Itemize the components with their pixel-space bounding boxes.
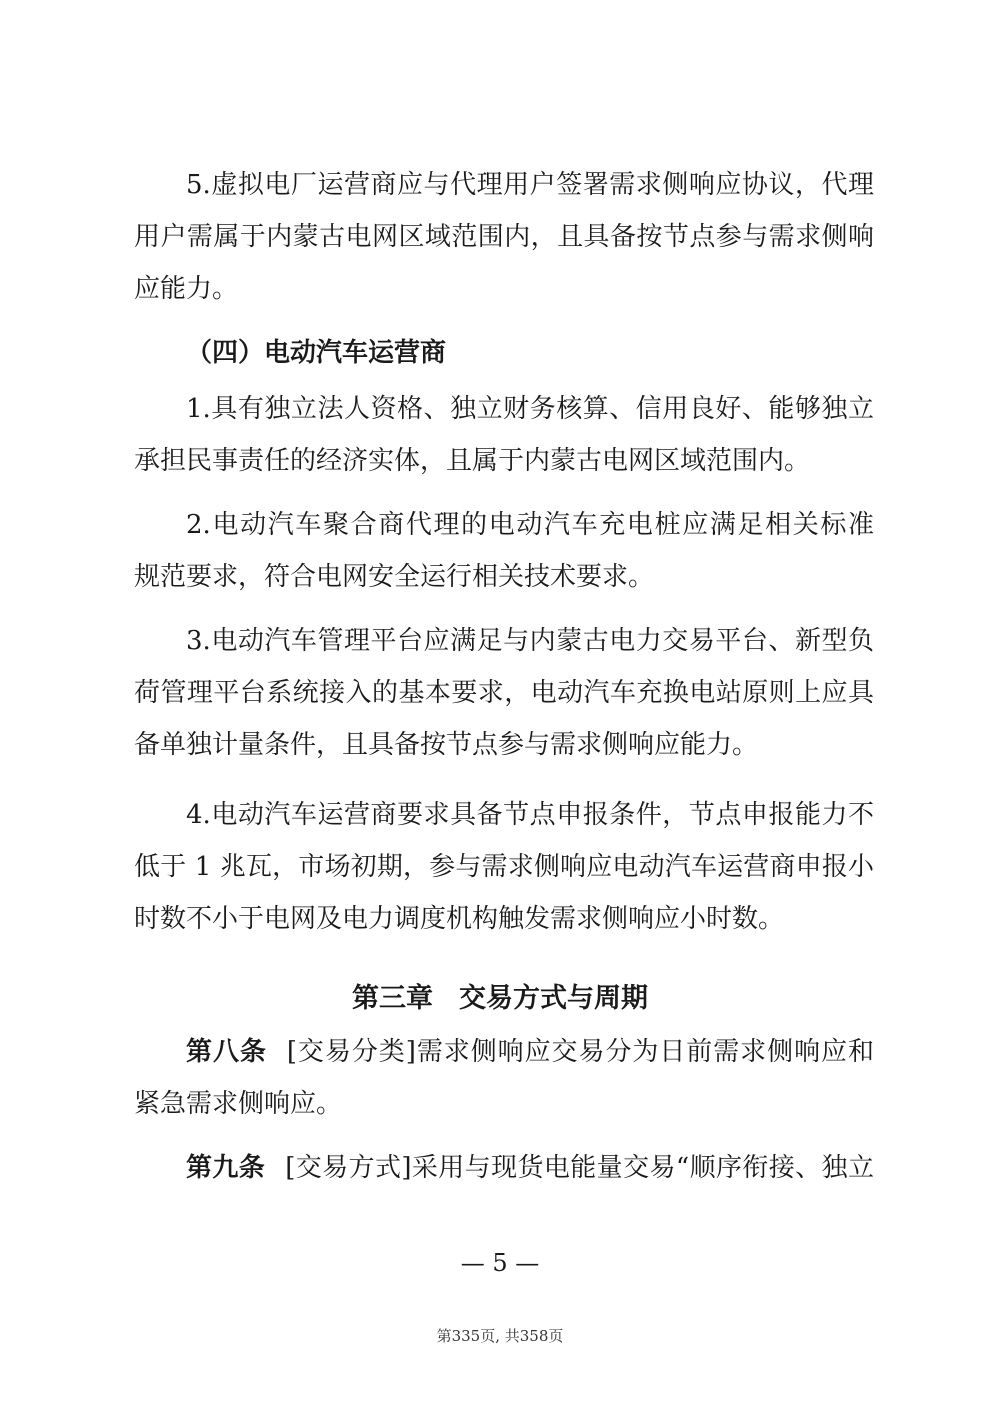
ev-item-4-line-3: 时数不小于电网及电力调度机构触发需求侧响应小时数。 xyxy=(134,904,785,934)
ev-item-4-line-2: 低于 1 兆瓦，市场初期，参与需求侧响应电动汽车运营商申报小 xyxy=(134,852,874,882)
ev-item-1-line-1: 1.具有独立法人资格、独立财务核算、信用良好、能够独立 xyxy=(186,394,874,424)
article-9-label: 第九条 xyxy=(186,1153,266,1183)
ev-item-3-line-3: 备单独计量条件，且具备按节点参与需求侧响应能力。 xyxy=(134,730,759,760)
article-8-text: [交易分类]需求侧响应交易分为日前需求侧响应和 xyxy=(286,1037,874,1067)
paragraph-5-line-2: 用户需属于内蒙古电网区域范围内，且具备按节点参与需求侧响 xyxy=(134,222,874,252)
article-8-line-2: 紧急需求侧响应。 xyxy=(134,1089,343,1119)
ev-item-1-line-2: 承担民事责任的经济实体，且属于内蒙古电网区域范围内。 xyxy=(134,446,811,476)
ev-item-2-line-1: 2.电动汽车聚合商代理的电动汽车充电桩应满足相关标准 xyxy=(186,510,874,540)
article-8-line-1 xyxy=(186,1032,874,1072)
article-9-line-1 xyxy=(186,1148,874,1188)
paragraph-5-line-3: 应能力。 xyxy=(134,274,239,304)
chapter-heading xyxy=(0,979,1000,1019)
paragraph-5-line-1: 5.虚拟电厂运营商应与代理用户签署需求侧响应协议，代理 xyxy=(186,170,874,200)
page-number: — 5 — xyxy=(460,1249,540,1277)
chapter-number: 第三章 xyxy=(352,983,433,1014)
chapter-title: 交易方式与周期 xyxy=(459,983,648,1014)
article-9-text: [交易方式]采用与现货电能量交易“顺序衔接、独立 xyxy=(285,1153,874,1183)
ev-item-4-line-1: 4.电动汽车运营商要求具备节点申报条件，节点申报能力不 xyxy=(186,800,874,830)
article-8-label: 第八条 xyxy=(186,1037,267,1067)
ev-item-3-line-1: 3.电动汽车管理平台应满足与内蒙古电力交易平台、新型负 xyxy=(186,626,874,656)
ev-item-2-line-2: 规范要求，符合电网安全运行相关技术要求。 xyxy=(134,562,655,592)
ev-item-3-line-2: 荷管理平台系统接入的基本要求，电动汽车充换电站原则上应具 xyxy=(134,678,874,708)
section-heading-ev-operator: （四）电动汽车运营商 xyxy=(186,338,447,368)
page-total-indicator: 第335页, 共358页 xyxy=(436,1327,564,1345)
